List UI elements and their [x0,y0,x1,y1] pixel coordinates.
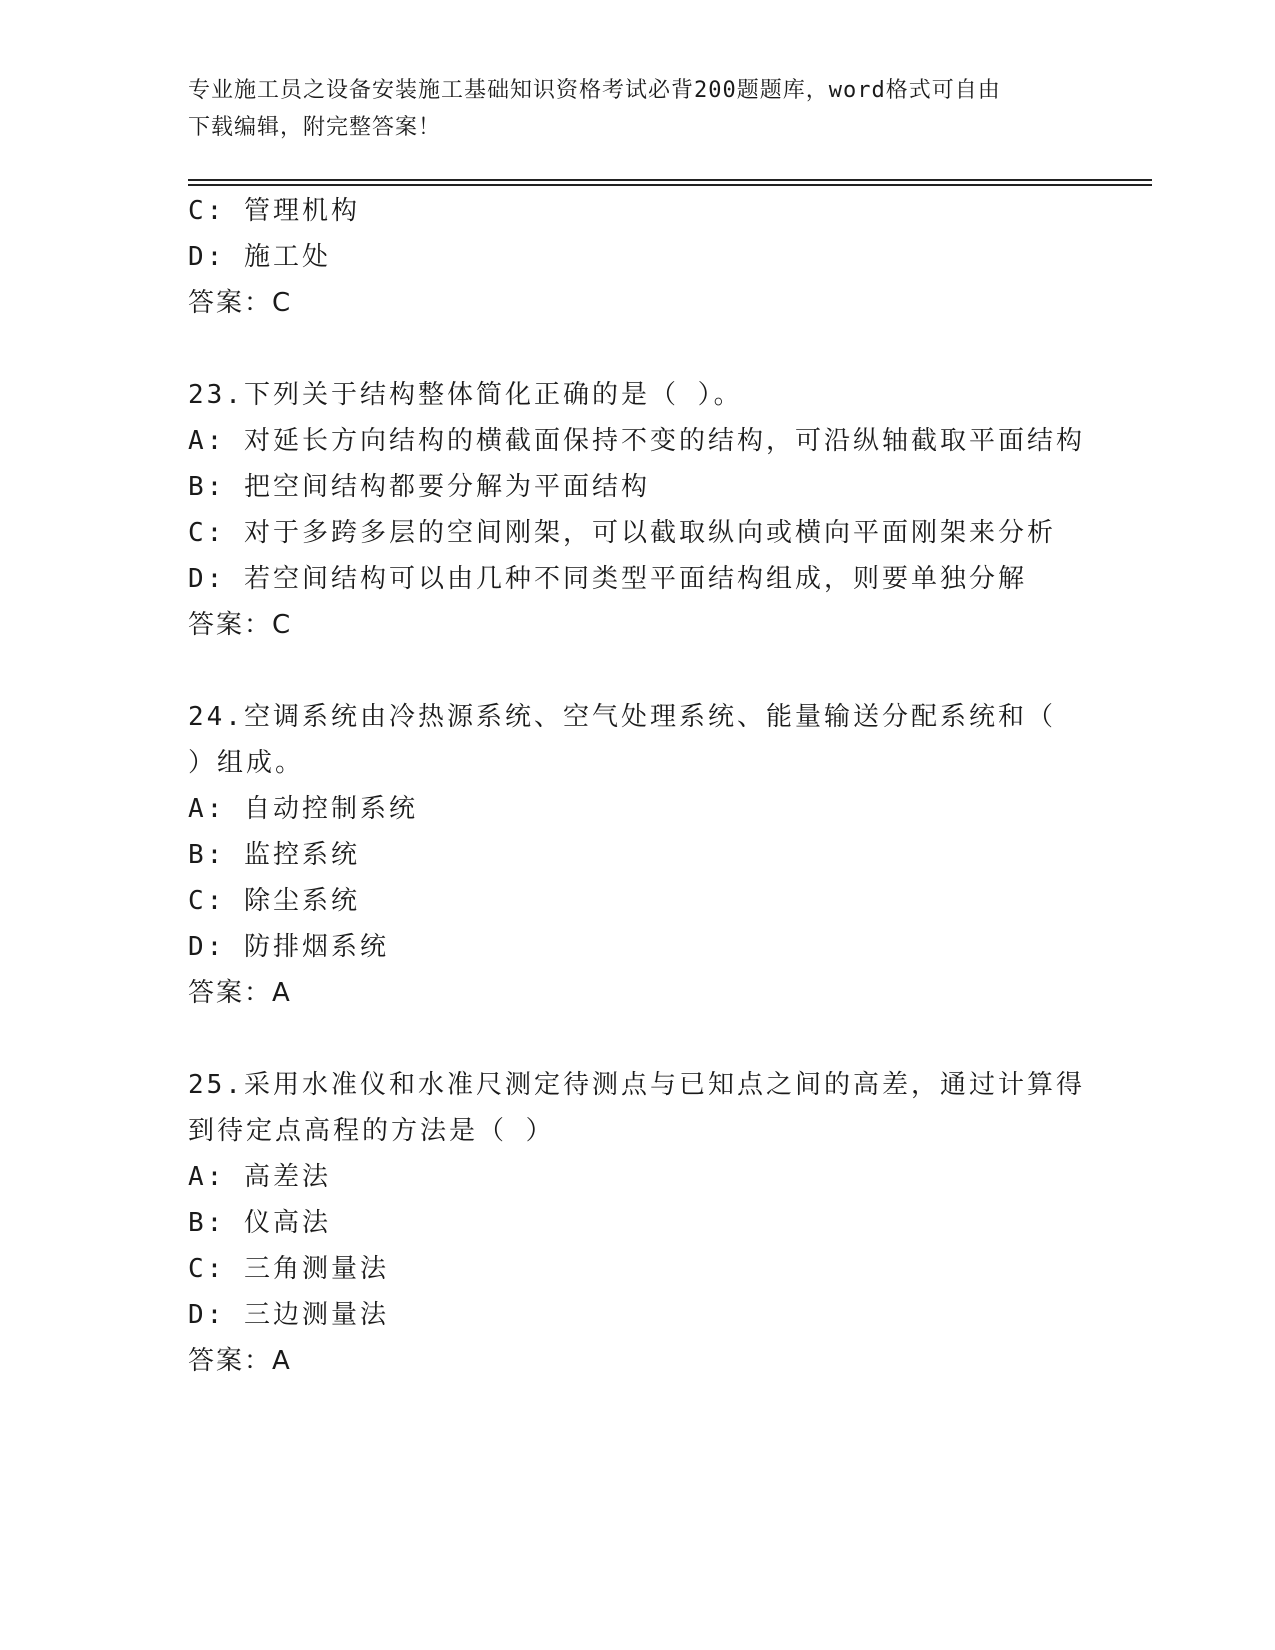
header-divider-bottom [188,184,1152,186]
option-b: B: 监控系统 [188,840,360,870]
option-c: C: 三角测量法 [188,1254,389,1284]
question-spacer [188,1016,1088,1062]
document-header [188,72,1088,146]
header-line-1: 专业施工员之设备安装施工基础知识资格考试必背200题题库，word格式可自由 [188,78,1001,103]
question-24 [188,694,1088,1016]
option-c: C: 管理机构 [188,196,360,226]
question-25 [188,1062,1088,1384]
answer-line: 答案：C [188,288,293,318]
previous-question-tail [188,188,1088,326]
question-spacer [188,648,1088,694]
option-d: D: 若空间结构可以由几种不同类型平面结构组成，则要单独分解 [188,564,1027,594]
option-c: C: 除尘系统 [188,886,360,916]
option-a: A: 对延长方向结构的横截面保持不变的结构，可沿纵轴截取平面结构 [188,426,1085,456]
question-stem-continued: 到待定点高程的方法是（ ） [188,1116,555,1146]
option-b: B: 仪高法 [188,1208,331,1238]
option-d: D: 施工处 [188,242,331,272]
question-stem: 24.空调系统由冷热源系统、空气处理系统、能量输送分配系统和（ [188,702,1056,732]
question-stem: 23.下列关于结构整体简化正确的是（ ）。 [188,380,743,410]
option-c: C: 对于多跨多层的空间刚架，可以截取纵向或横向平面刚架来分析 [188,518,1056,548]
header-line-2: 下载编辑，附完整答案！ [188,115,442,140]
option-d: D: 三边测量法 [188,1300,389,1330]
option-a: A: 高差法 [188,1162,331,1192]
question-spacer [188,326,1088,372]
answer-line: 答案：C [188,610,293,640]
option-d: D: 防排烟系统 [188,932,389,962]
question-list [188,188,1088,1384]
option-a: A: 自动控制系统 [188,794,418,824]
question-stem: 25.采用水准仪和水准尺测定待测点与已知点之间的高差，通过计算得 [188,1070,1085,1100]
answer-line: 答案：A [188,978,292,1008]
option-b: B: 把空间结构都要分解为平面结构 [188,472,650,502]
question-stem-continued: ）组成。 [188,748,305,778]
header-divider-top [188,179,1152,181]
answer-line: 答案：A [188,1346,292,1376]
question-23 [188,372,1088,648]
